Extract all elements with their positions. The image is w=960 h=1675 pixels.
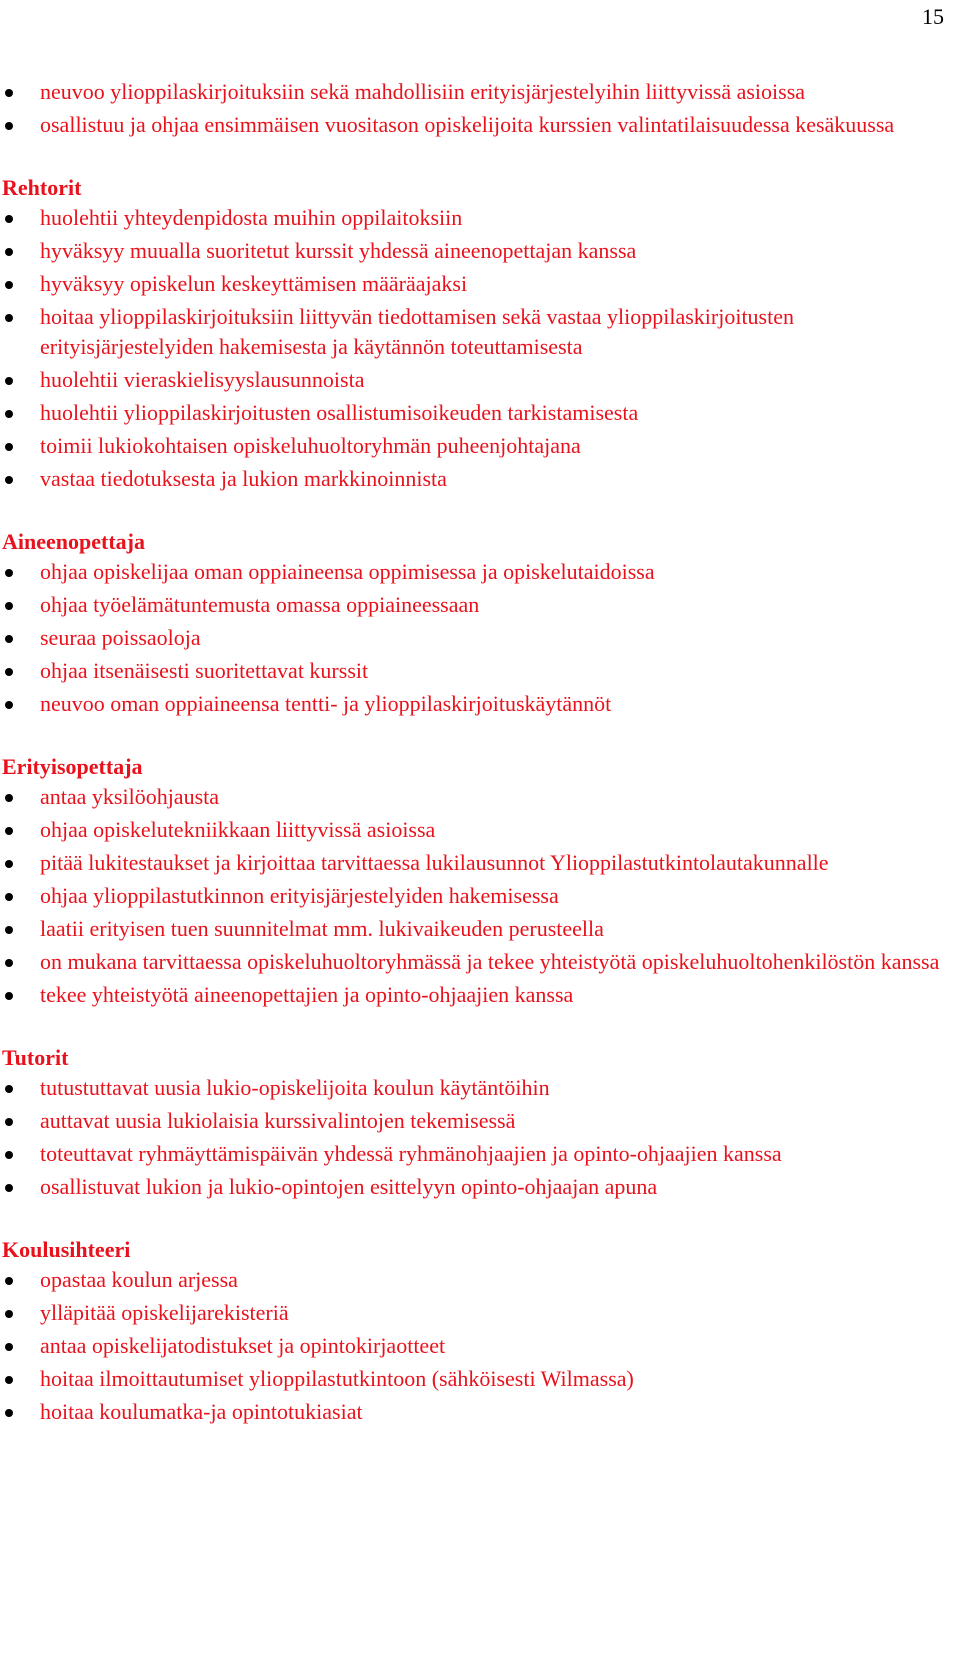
bullet-icon (5, 1343, 13, 1351)
list-item-text: tutustuttavat uusia lukio-opiskelijoita koulun käytäntöihin (40, 1075, 550, 1100)
list-item-text: ohjaa opiskelutekniikkaan liittyvissä asioissa (40, 817, 436, 842)
section (2, 525, 942, 719)
list-item (2, 656, 942, 686)
document-body (2, 77, 942, 1430)
bullet-icon (5, 602, 13, 610)
bullet-icon (5, 827, 13, 835)
list-item (2, 815, 942, 845)
list-item (2, 1397, 942, 1427)
bullet-list (2, 77, 942, 140)
list-item-text: laatii erityisen tuen suunnitelmat mm. lukivaikeuden perusteella (40, 916, 604, 941)
bullet-icon (5, 1151, 13, 1159)
section-gap (2, 143, 942, 171)
list-item (2, 1298, 942, 1328)
list-item (2, 77, 942, 107)
list-item-text: osallistuu ja ohjaa ensimmäisen vuositason opiskelijoita kurssien valintatilaisuudessa kesäkuussa (40, 112, 895, 137)
bullet-icon (5, 1118, 13, 1126)
section-gap (2, 1013, 942, 1041)
list-item-text: ohjaa työelämätuntemusta omassa oppiaineessaan (40, 592, 480, 617)
list-item-text: huolehtii yhteydenpidosta muihin oppilaitoksiin (40, 205, 463, 230)
bullet-icon (5, 122, 13, 130)
bullet-icon (5, 1085, 13, 1093)
list-item (2, 914, 942, 944)
list-item (2, 1265, 942, 1295)
list-item-text: on mukana tarvittaessa opiskeluhuoltoryhmässä ja tekee yhteistyötä opiskeluhuoltohenkilöstön kanssa (40, 949, 940, 974)
bullet-icon (5, 893, 13, 901)
section (2, 1041, 942, 1202)
bullet-icon (5, 281, 13, 289)
list-item-text: huolehtii vieraskielisyyslausunnoista (40, 367, 365, 392)
list-item (2, 1139, 942, 1169)
bullet-icon (5, 443, 13, 451)
bullet-icon (5, 476, 13, 484)
section (2, 77, 942, 140)
list-item (2, 236, 942, 266)
list-item (2, 110, 942, 140)
list-item-text: vastaa tiedotuksesta ja lukion markkinoinnista (40, 466, 447, 491)
bullet-icon (5, 410, 13, 418)
list-item-text: ohjaa opiskelijaa oman oppiaineensa oppimisessa ja opiskelutaidoissa (40, 559, 655, 584)
list-item (2, 881, 942, 911)
section-heading: Erityisopettaja (2, 754, 143, 779)
bullet-list (2, 557, 942, 719)
bullet-icon (5, 248, 13, 256)
bullet-icon (5, 377, 13, 385)
list-item (2, 557, 942, 587)
section-heading: Koulusihteeri (2, 1237, 131, 1262)
bullet-icon (5, 926, 13, 934)
bullet-icon (5, 1184, 13, 1192)
bullet-icon (5, 635, 13, 643)
section-gap (2, 1205, 942, 1233)
list-item-text: hoitaa ylioppilaskirjoituksiin liittyvän tiedottamisen sekä vastaa ylioppilaskirjoitusten erityisjärjestelyiden hakemisesta ja käytännön toteuttamisesta (40, 304, 794, 359)
bullet-icon (5, 1277, 13, 1285)
page-number: 15 (922, 4, 944, 29)
list-item (2, 203, 942, 233)
section-gap (2, 722, 942, 750)
list-item (2, 848, 942, 878)
bullet-icon (5, 215, 13, 223)
section (2, 171, 942, 494)
bullet-icon (5, 860, 13, 868)
list-item (2, 302, 942, 362)
section-heading: Rehtorit (2, 175, 82, 200)
list-item (2, 1106, 942, 1136)
list-item-text: toteuttavat ryhmäyttämispäivän yhdessä ryhmänohjaajien ja opinto-ohjaajien kanssa (40, 1141, 782, 1166)
bullet-list (2, 782, 942, 1010)
list-item (2, 1364, 942, 1394)
list-item-text: tekee yhteistyötä aineenopettajien ja opinto-ohjaajien kanssa (40, 982, 574, 1007)
list-item (2, 782, 942, 812)
bullet-icon (5, 1409, 13, 1417)
list-item-text: hoitaa ilmoittautumiset ylioppilastutkintoon (sähköisesti Wilmassa) (40, 1366, 634, 1391)
list-item (2, 1172, 942, 1202)
list-item (2, 464, 942, 494)
bullet-icon (5, 1310, 13, 1318)
section-heading: Tutorit (2, 1045, 69, 1070)
bullet-list (2, 203, 942, 494)
list-item (2, 431, 942, 461)
list-item (2, 689, 942, 719)
bullet-icon (5, 569, 13, 577)
list-item-text: seuraa poissaoloja (40, 625, 201, 650)
section (2, 750, 942, 1010)
bullet-icon (5, 992, 13, 1000)
list-item-text: osallistuvat lukion ja lukio-opintojen esittelyyn opinto-ohjaajan apuna (40, 1174, 658, 1199)
list-item (2, 398, 942, 428)
bullet-icon (5, 668, 13, 676)
bullet-icon (5, 794, 13, 802)
list-item-text: auttavat uusia lukiolaisia kurssivalintojen tekemisessä (40, 1108, 516, 1133)
list-item-text: huolehtii ylioppilaskirjoitusten osallistumisoikeuden tarkistamisesta (40, 400, 639, 425)
list-item-text: neuvoo ylioppilaskirjoituksiin sekä mahdollisiin erityisjärjestelyihin liittyvissä asioissa (40, 79, 806, 104)
bullet-icon (5, 959, 13, 967)
list-item-text: hoitaa koulumatka-ja opintotukiasiat (40, 1399, 363, 1424)
list-item (2, 269, 942, 299)
bullet-list (2, 1073, 942, 1202)
bullet-list (2, 1265, 942, 1427)
list-item-text: ohjaa itsenäisesti suoritettavat kurssit (40, 658, 369, 683)
bullet-icon (5, 89, 13, 97)
list-item-text: ohjaa ylioppilastutkinnon erityisjärjestelyiden hakemisessa (40, 883, 559, 908)
bullet-icon (5, 314, 13, 322)
list-item (2, 1073, 942, 1103)
list-item-text: neuvoo oman oppiaineensa tentti- ja ylioppilaskirjoituskäytännöt (40, 691, 612, 716)
bullet-icon (5, 1376, 13, 1384)
list-item (2, 980, 942, 1010)
list-item (2, 947, 942, 977)
list-item-text: hyväksyy muualla suoritetut kurssit yhdessä aineenopettajan kanssa (40, 238, 637, 263)
section (2, 1233, 942, 1427)
list-item-text: pitää lukitestaukset ja kirjoittaa tarvittaessa lukilausunnot Ylioppilastutkintolautakunnalle (40, 850, 829, 875)
list-item (2, 623, 942, 653)
list-item-text: ylläpitää opiskelijarekisteriä (40, 1300, 289, 1325)
list-item (2, 365, 942, 395)
list-item-text: opastaa koulun arjessa (40, 1267, 238, 1292)
list-item (2, 590, 942, 620)
list-item-text: antaa opiskelijatodistukset ja opintokirjaotteet (40, 1333, 446, 1358)
section-gap (2, 497, 942, 525)
list-item-text: toimii lukiokohtaisen opiskeluhuoltoryhmän puheenjohtajana (40, 433, 581, 458)
list-item-text: antaa yksilöohjausta (40, 784, 220, 809)
list-item (2, 1331, 942, 1361)
section-heading: Aineenopettaja (2, 529, 145, 554)
list-item-text: hyväksyy opiskelun keskeyttämisen määräajaksi (40, 271, 468, 296)
bullet-icon (5, 701, 13, 709)
